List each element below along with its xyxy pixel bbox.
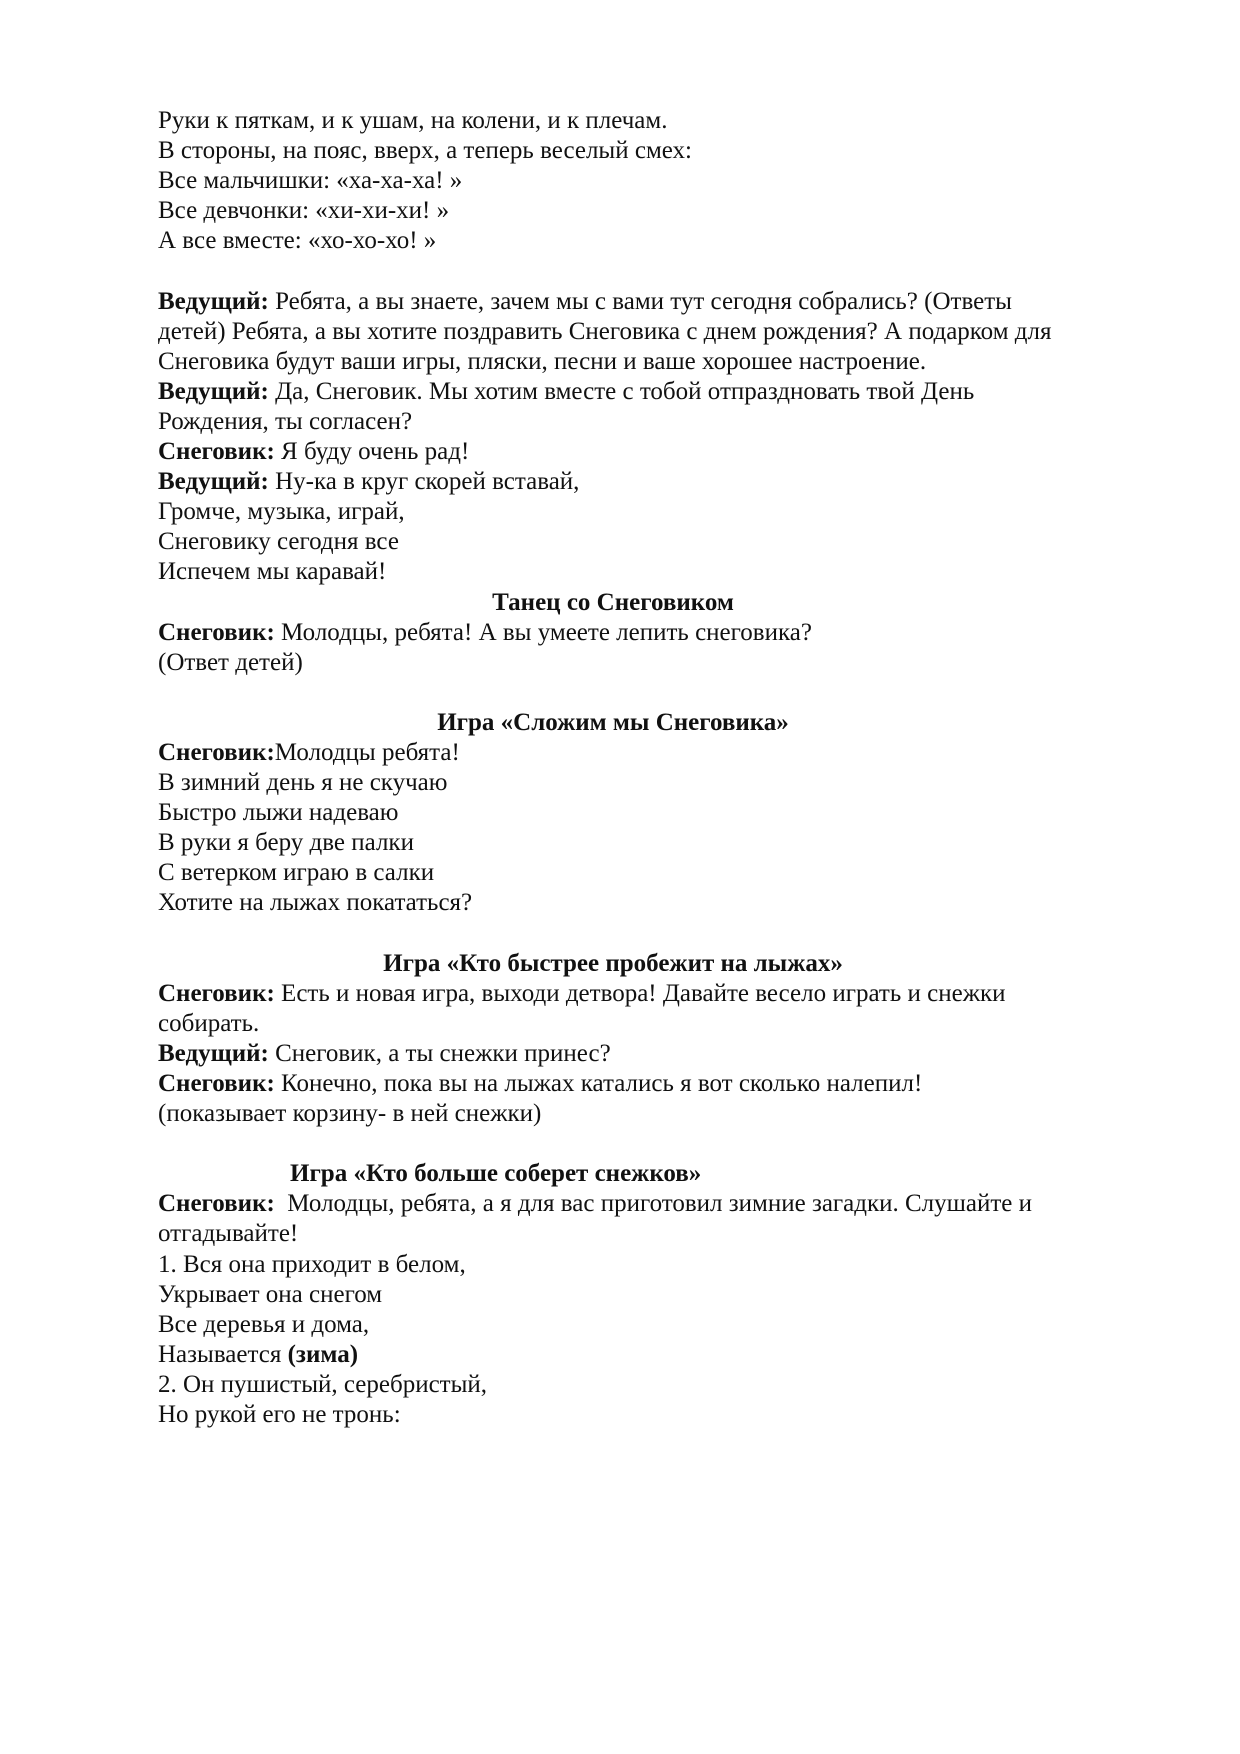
section-heading: Игра «Сложим мы Снеговика» bbox=[437, 708, 789, 736]
dialogue-text: Конечно, пока вы на лыжах катались я вот сколько налепил! bbox=[274, 1070, 923, 1097]
speaker-label: Снеговик: bbox=[158, 979, 275, 1007]
dialogue-text: Я буду очень рад! bbox=[274, 438, 470, 466]
dialogue-paragraph bbox=[158, 467, 1068, 497]
spacer bbox=[158, 256, 1068, 286]
riddle-text: Называется bbox=[158, 1340, 288, 1368]
dialogue-text: Ребята, а вы знаете, зачем мы с вами тут сегодня собрались? (Ответы детей) Ребята, а вы хотите поздравить Снеговика с днем рождения? А подарком для Снеговика будут ваши игры, пляски, песни и ваше хорошее настроение. bbox=[158, 287, 1052, 375]
dialogue-text: Молодцы ребята! bbox=[274, 738, 460, 766]
text-line: 2. Он пушистый, серебристый, bbox=[158, 1370, 488, 1398]
speaker-label: Ведущий: bbox=[158, 468, 269, 496]
dialogue-paragraph bbox=[158, 287, 1058, 377]
text-line: Испечем мы каравай! bbox=[158, 558, 387, 586]
riddle-2 bbox=[158, 1370, 1068, 1430]
dialogue-text: Молодцы, ребята, а я для вас приготовил зимние загадки. Слушайте и отгадывайте! bbox=[158, 1190, 1039, 1248]
speaker-label: Ведущий: bbox=[158, 1039, 269, 1067]
dialogue-paragraph bbox=[158, 1039, 1068, 1069]
speaker-label: Снеговик: bbox=[158, 438, 275, 466]
stage-direction: (показывает корзину- в ней снежки) bbox=[158, 1100, 542, 1128]
song-verse bbox=[158, 497, 1068, 587]
spacer bbox=[158, 678, 1068, 708]
speaker-label: Снеговик: bbox=[158, 1190, 275, 1218]
dialogue-paragraph bbox=[158, 979, 1063, 1039]
text-line: С ветерком играю в салки bbox=[158, 859, 435, 887]
dialogue-text: Снеговик, а ты снежки принес? bbox=[268, 1039, 611, 1067]
stage-direction: (Ответ детей) bbox=[158, 648, 303, 676]
dialogue-paragraph bbox=[158, 377, 1028, 437]
text-line: Но рукой его не тронь: bbox=[158, 1401, 401, 1429]
text-line: В руки я беру две палки bbox=[158, 829, 414, 857]
section-heading: Игра «Кто быстрее пробежит на лыжах» bbox=[383, 949, 843, 977]
spacer bbox=[158, 919, 1068, 949]
dialogue-paragraph bbox=[158, 437, 1068, 467]
text-line: В стороны, на пояс, вверх, а теперь веселый смех: bbox=[158, 137, 692, 165]
dialogue-text: Ну-ка в круг скорей вставай, bbox=[268, 468, 580, 496]
dialogue-paragraph bbox=[158, 1069, 1068, 1099]
dialogue-text: Да, Снеговик. Мы хотим вместе с тобой отпраздновать твой День Рождения, ты согласен? bbox=[158, 377, 975, 435]
text-line: Все мальчишки: «ха-ха-ха! » bbox=[158, 167, 463, 195]
speaker-label: Снеговик: bbox=[158, 738, 275, 766]
text-line: Быстро лыжи надеваю bbox=[158, 799, 399, 827]
speaker-label: Снеговик: bbox=[158, 1070, 275, 1097]
text-line: Все деревья и дома, bbox=[158, 1310, 370, 1338]
text-line: Громче, музыка, играй, bbox=[158, 498, 405, 526]
speaker-label: Снеговик: bbox=[158, 618, 275, 646]
section-heading: Танец со Снеговиком bbox=[492, 588, 734, 616]
speaker-label: Ведущий: bbox=[158, 287, 269, 315]
ski-verse bbox=[158, 768, 1068, 918]
dialogue-paragraph bbox=[158, 738, 1068, 768]
dialogue-paragraph bbox=[158, 1189, 1063, 1249]
text-line: 1. Вся она приходит в белом, bbox=[158, 1250, 466, 1278]
section-heading: Игра «Кто больше соберет снежков» bbox=[290, 1160, 702, 1188]
exercise-verse bbox=[158, 106, 1068, 256]
riddle-1 bbox=[158, 1250, 1068, 1370]
text-line: Все девчонки: «хи-хи-хи! » bbox=[158, 197, 450, 225]
text-line: А все вместе: «хо-хо-хо! » bbox=[158, 227, 437, 255]
text-line: Укрывает она снегом bbox=[158, 1280, 383, 1308]
text-line bbox=[158, 1340, 1068, 1370]
speaker-label: Ведущий: bbox=[158, 377, 269, 405]
dialogue-text: Молодцы, ребята! А вы умеете лепить снеговика? bbox=[274, 618, 812, 646]
text-line: В зимний день я не скучаю bbox=[158, 769, 448, 797]
riddle-answer: (зима) bbox=[287, 1340, 359, 1368]
text-line: Руки к пяткам, и к ушам, на колени, и к плечам. bbox=[158, 107, 668, 134]
text-line: Снеговику сегодня все bbox=[158, 528, 399, 556]
spacer bbox=[158, 1129, 1068, 1159]
dialogue-text: Есть и новая игра, выходи детвора! Давайте весело играть и снежки собирать. bbox=[158, 979, 1006, 1037]
text-line: Хотите на лыжах покататься? bbox=[158, 889, 473, 917]
dialogue-paragraph bbox=[158, 618, 1068, 648]
document-page bbox=[158, 106, 1068, 1430]
